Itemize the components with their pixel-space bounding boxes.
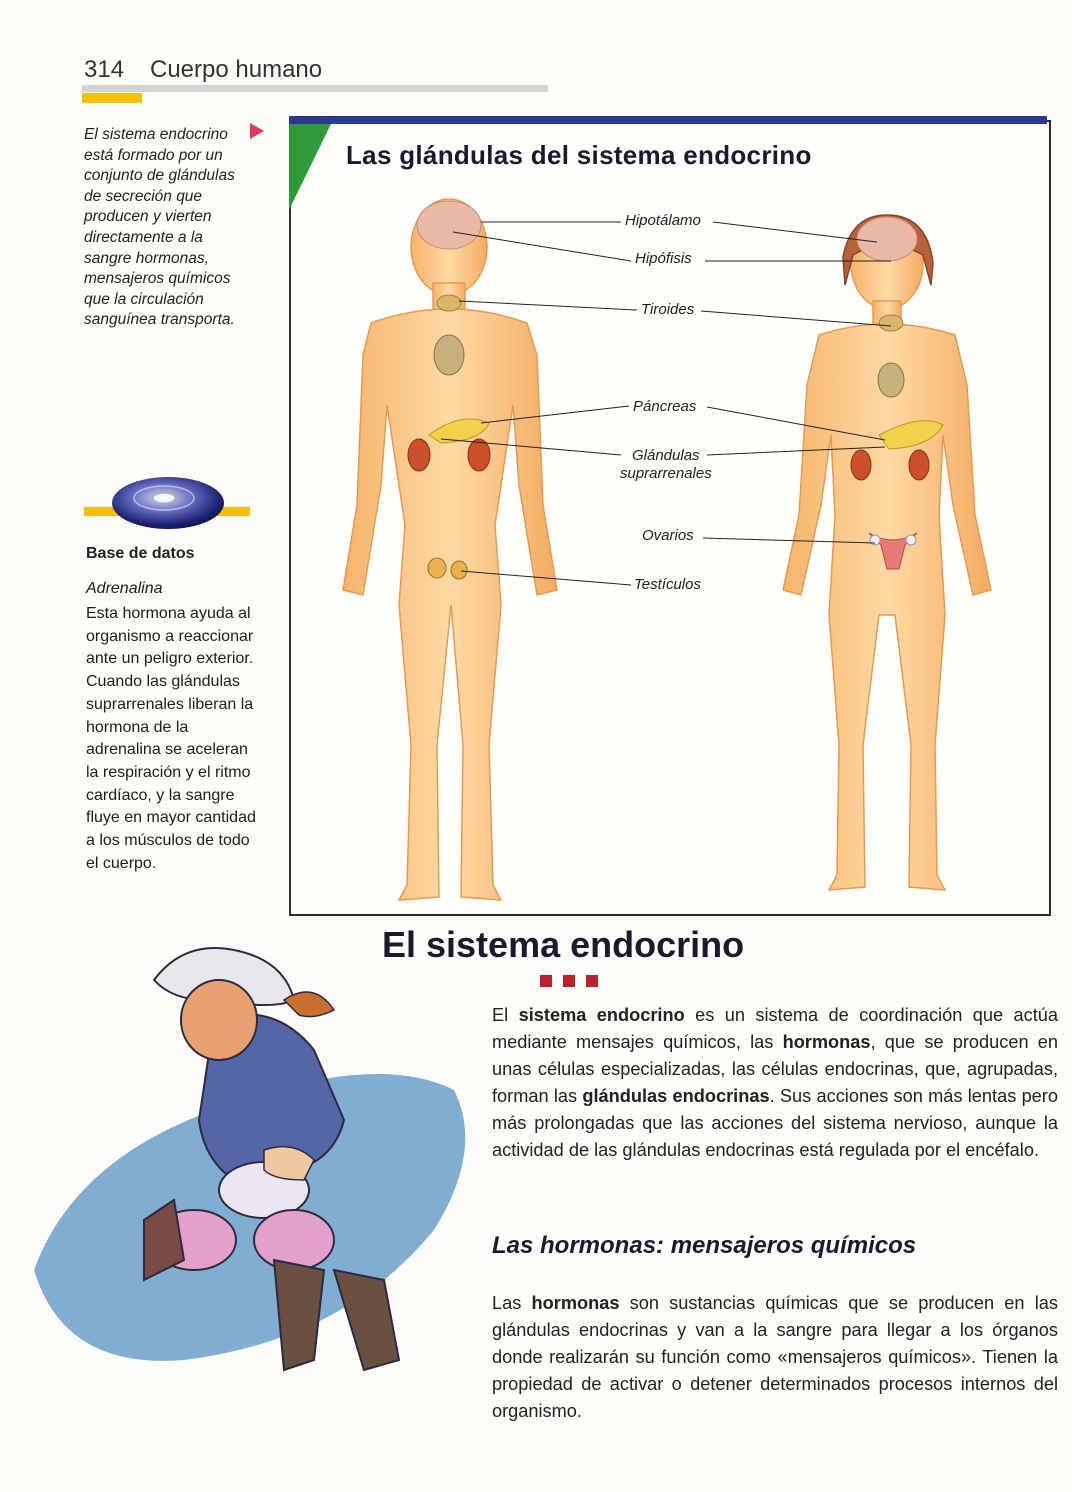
page-number: 314 [84,56,125,83]
title-square [586,975,598,987]
database-subtitle: Adrenalina [86,580,163,597]
label-testiculos: Testículos [634,576,701,593]
label-glandulas: Glándulas [632,447,700,464]
header-rule [82,85,548,92]
intro-paragraph: El sistema endocrino es un sistema de coordinación que actúa mediante mensajes químicos, las hormonas, que se producen en unas células especializadas, las células endocrinas, que, agrupadas, forman las glándulas endocrinas. Sus acciones son más lentas pero más prolongadas que las acciones del sistema nervioso, aunque la actividad de las glándulas endocrinas está regulada por el encéfalo. [492,1005,1059,1160]
database-title: Base de datos [86,545,195,562]
header-accent-bar [82,93,142,103]
label-pancreas: Páncreas [633,398,697,415]
label-tiroides: Tiroides [641,301,695,318]
arrow-right-icon [250,123,264,139]
article-title: El sistema endocrino [382,924,745,965]
hormones-paragraph: Las hormonas son sustancias químicas que se producen en las glándulas endocrinas y van a la sangre para llegar a los órganos donde realizarán su función como «mensajeros químicos». Tienen la propiedad de activar o detener determinados procesos internos del organismo. [492,1293,1058,1421]
section-title: Cuerpo humano [150,56,323,83]
section-subheading: Las hormonas: mensajeros químicos [492,1232,917,1259]
database-body: Esta hormona ayuda al organismo a reaccionar ante un peligro exterior. Cuando las glándulas suprarrenales liberan la hormona de la adrenalina se aceleran la respiración y el ritmo cardíaco, y la sangre fluye en mayor cantidad a los músculos de todo el cuerpo. [86,605,256,872]
sidebar-note: El sistema endocrino está formado por un conjunto de glándulas de secreción que producen y vierten directamente a la sangre hormonas, mensajeros químicos que la circulación sanguínea transporta. [84,126,235,329]
label-hipotalamo: Hipotálamo [625,212,701,229]
skater-illustration [14,940,474,1400]
cd-disc-icon [110,474,226,532]
label-ovarios: Ovarios [642,527,694,544]
figure-top-bar [289,116,1047,124]
title-square [540,975,552,987]
label-suprarrenales: suprarrenales [620,465,712,482]
title-square [563,975,575,987]
endocrine-illustration [291,185,1049,913]
figure-title: Las glándulas del sistema endocrino [346,140,812,170]
label-hipofisis: Hipófisis [635,250,692,267]
